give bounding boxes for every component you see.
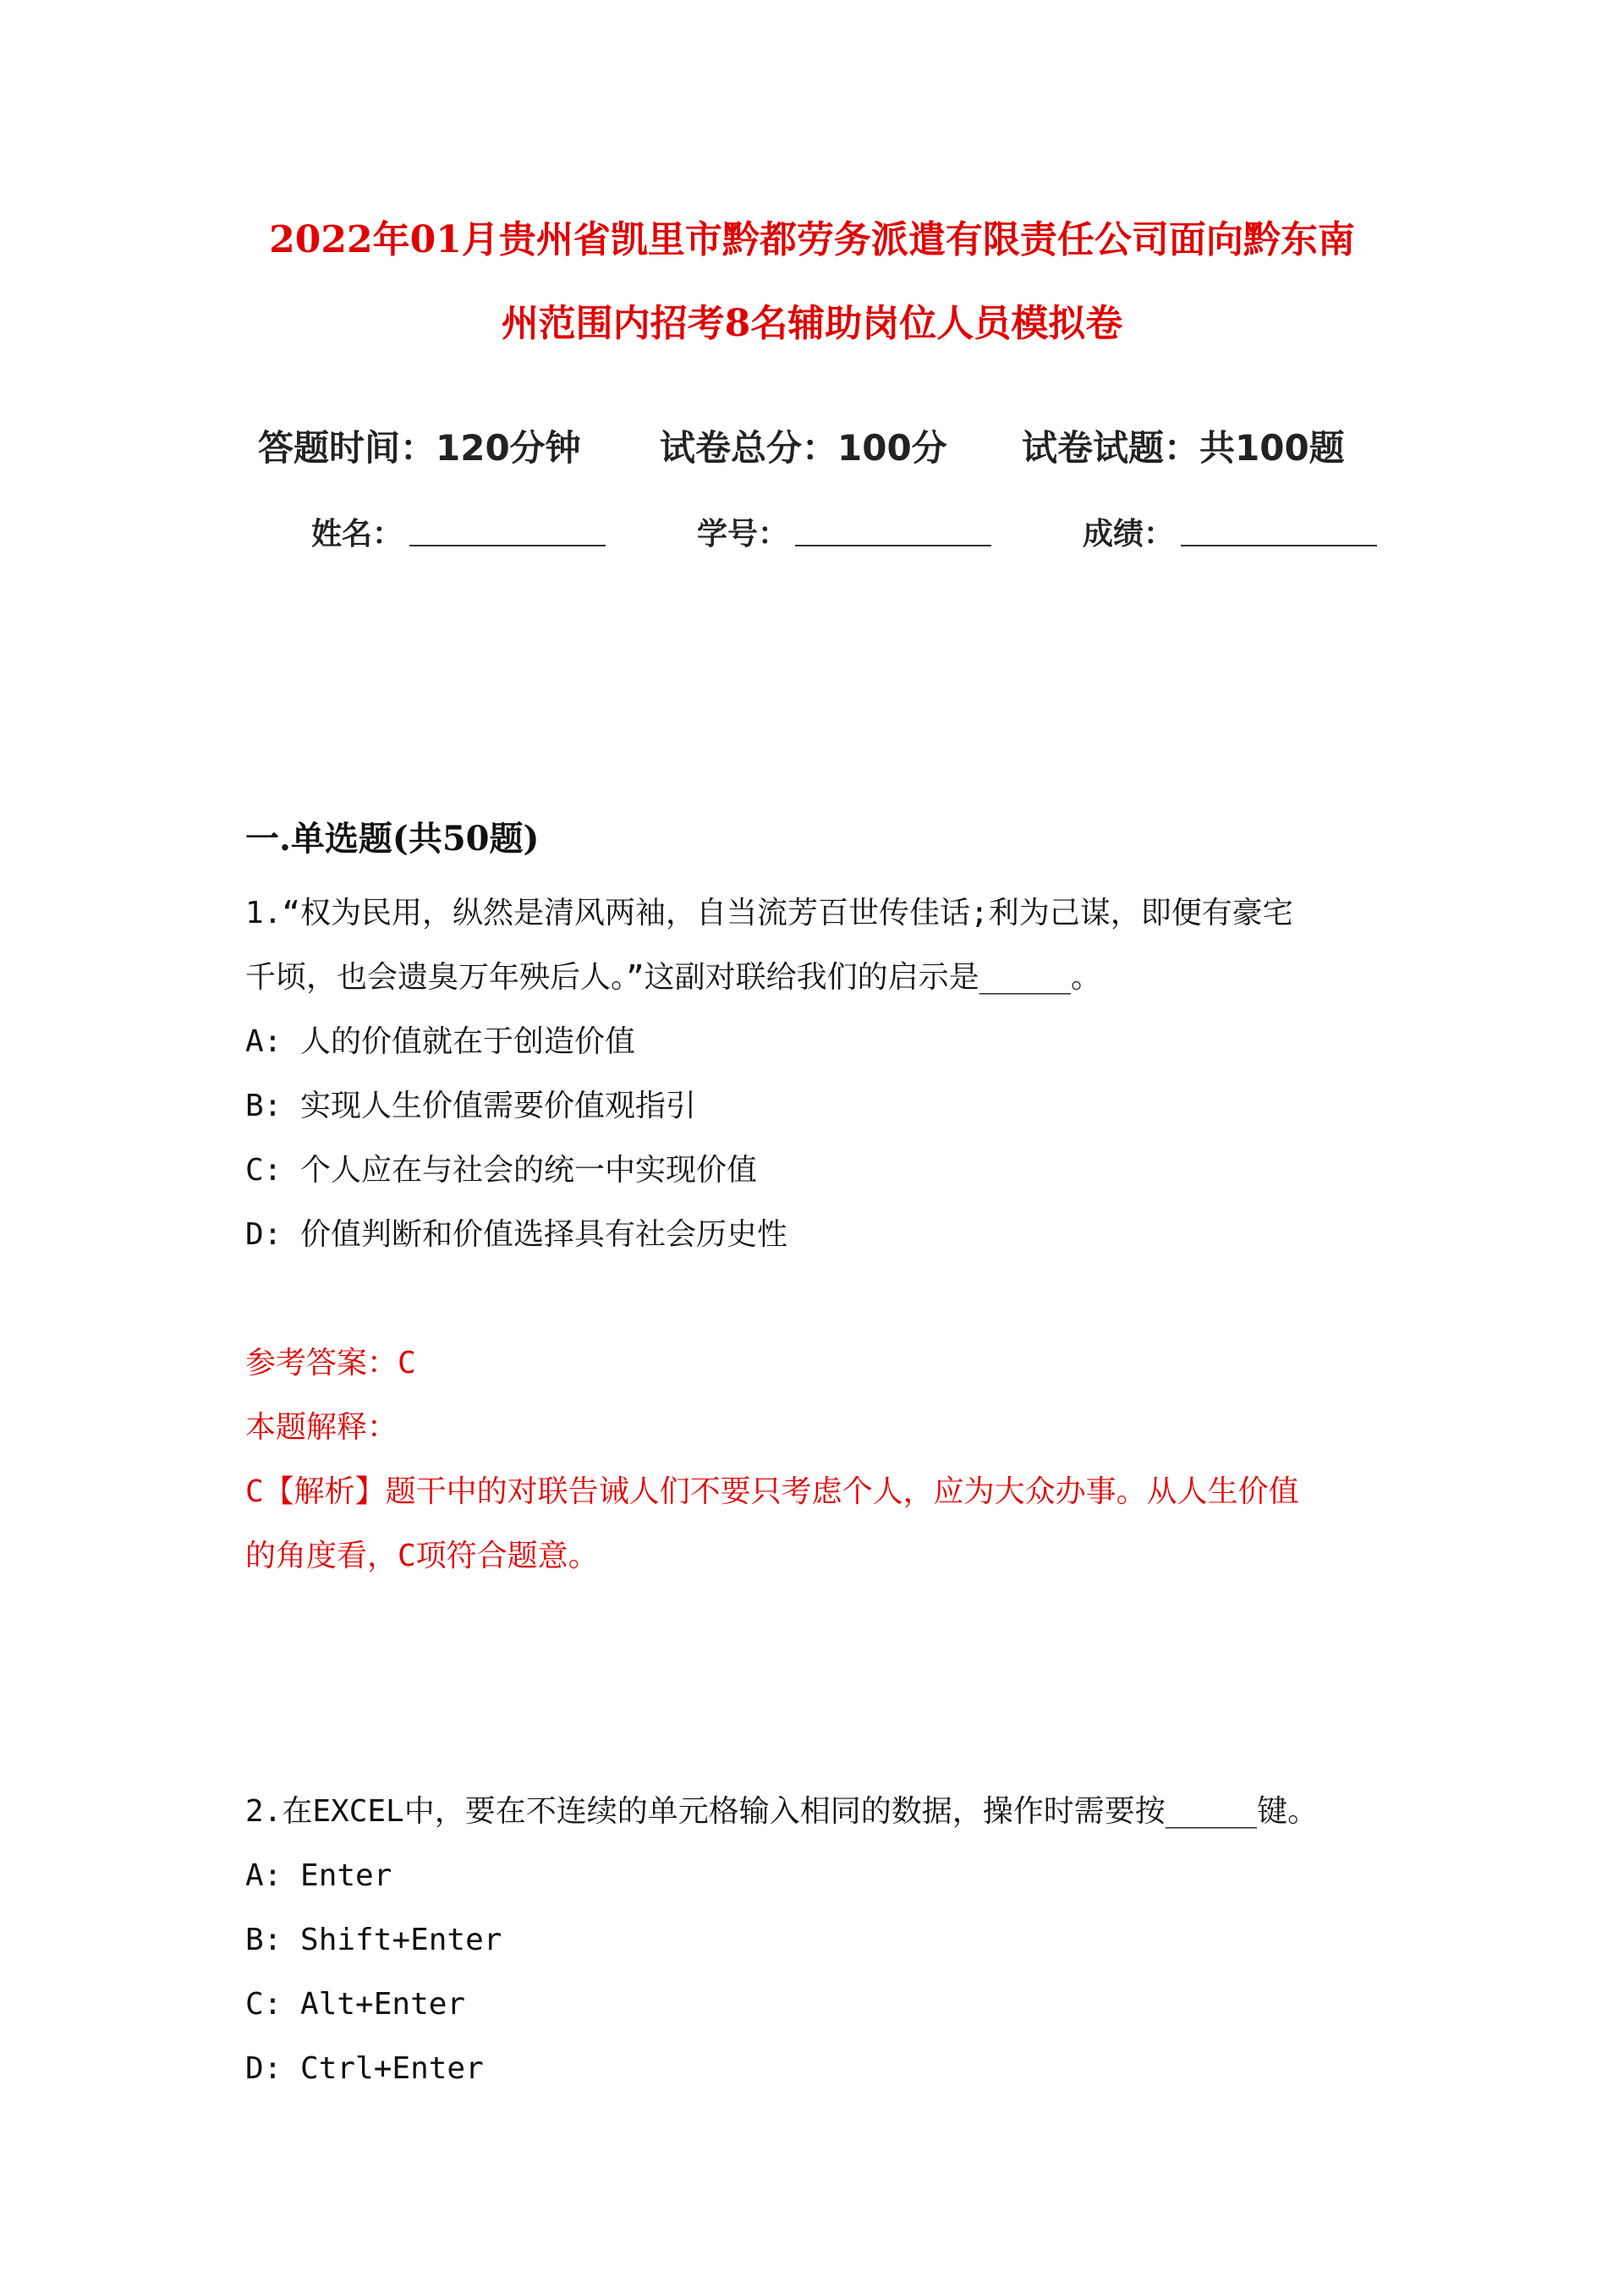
question-1-option-d[interactable]: D: 价值判断和价值选择具有社会历史性 bbox=[245, 1217, 788, 1252]
question-1-stem-line-2: 千顷，也会遗臭万年殃后人。”这副对联给我们的启示是_____。 bbox=[245, 960, 1102, 995]
name-blank-line[interactable] bbox=[409, 511, 606, 546]
question-2-stem bbox=[245, 1780, 1396, 1844]
question-2-option-d[interactable]: D: Ctrl+Enter bbox=[245, 2051, 484, 2086]
question-2-stem-line-1: 2.在EXCEL中，要在不连续的单元格输入相同的数据，操作时需要按_____键。 bbox=[245, 1794, 1319, 1829]
student-id-blank-line[interactable] bbox=[795, 511, 991, 546]
document-title-line-1: 2022年01月贵州省凯里市黔都劳务派遣有限责任公司面向黔东南 bbox=[269, 218, 1355, 261]
name-label: 姓名： bbox=[311, 517, 403, 552]
student-id-field[interactable] bbox=[697, 511, 991, 558]
section-heading: 一.单选题(共50题) bbox=[245, 819, 540, 859]
question-1-explanation-line-1: C【解析】题干中的对联告诫人们不要只考虑个人，应为大众办事。从人生价值 bbox=[245, 1474, 1299, 1509]
question-2-option-c[interactable]: C: Alt+Enter bbox=[245, 1987, 466, 2022]
question-1-option-b[interactable]: B: 实现人生价值需要价值观指引 bbox=[245, 1089, 697, 1123]
document-title-line-2: 州范围内招考8名辅助岗位人员模拟卷 bbox=[501, 302, 1123, 345]
question-1-answer: 参考答案：C bbox=[245, 1346, 416, 1380]
score-field[interactable] bbox=[1083, 511, 1377, 558]
question-1-options bbox=[245, 1010, 1396, 1267]
question-1-explanation-label: 本题解释： bbox=[245, 1410, 398, 1445]
exam-meta-row bbox=[254, 423, 1387, 474]
score-blank-line[interactable] bbox=[1181, 511, 1377, 546]
student-id-label: 学号： bbox=[697, 517, 789, 552]
question-1-stem bbox=[245, 881, 1396, 1010]
question-2-option-a[interactable]: A: Enter bbox=[245, 1858, 392, 1893]
exam-total-score: 试卷总分：100分 bbox=[660, 427, 947, 469]
question-2-options bbox=[245, 1844, 1396, 2101]
question-1-explanation-line-2: 的角度看，C项符合题意。 bbox=[245, 1539, 599, 1573]
exam-time: 答题时间：120分钟 bbox=[258, 427, 581, 469]
question-1-stem-line-1: 1.“权为民用，纵然是清风两袖，自当流芳百世传佳话;利为己谋，即便有豪宅 bbox=[245, 896, 1293, 930]
name-field[interactable] bbox=[311, 511, 606, 558]
question-1-option-c[interactable]: C: 个人应在与社会的统一中实现价值 bbox=[245, 1153, 758, 1188]
question-1-answer-block bbox=[245, 1331, 1396, 1589]
question-2-option-b[interactable]: B: Shift+Enter bbox=[245, 1923, 502, 1957]
student-info-row bbox=[304, 511, 1404, 558]
score-label: 成绩： bbox=[1083, 517, 1175, 552]
exam-question-count: 试卷试题：共100题 bbox=[1022, 427, 1345, 469]
question-1-option-a[interactable]: A: 人的价值就在于创造价值 bbox=[245, 1024, 636, 1059]
